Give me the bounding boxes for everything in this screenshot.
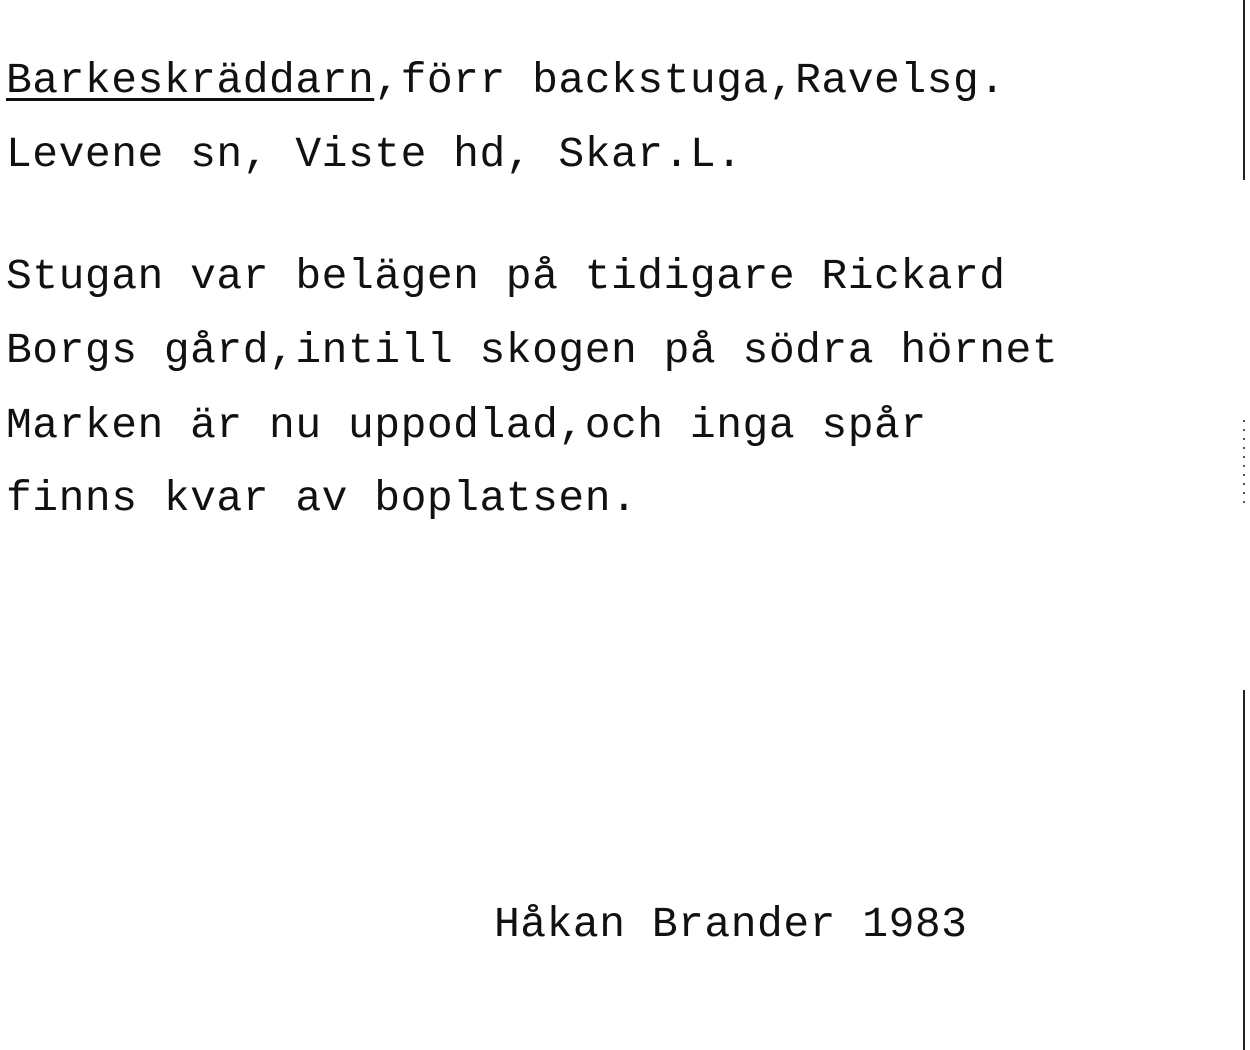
card-edge-line-lower xyxy=(1243,690,1245,1050)
body-line-3: Marken är nu uppodlad,och inga spår xyxy=(6,401,927,450)
body-line-4: finns kvar av boplatsen. xyxy=(6,474,638,523)
card-edge-line xyxy=(1243,0,1245,180)
card-heading xyxy=(6,56,1006,106)
heading-description: ,förr backstuga,Ravelsg. xyxy=(374,56,1006,105)
place-name: Barkeskräddarn xyxy=(6,56,375,105)
author-signature: Håkan Brander 1983 xyxy=(494,900,968,949)
card-edge-dots xyxy=(1243,420,1245,510)
body-line-1: Stugan var belägen på tidigare Rickard xyxy=(6,252,1006,301)
location-line: Levene sn, Viste hd, Skar.L. xyxy=(6,130,743,179)
body-line-2: Borgs gård,intill skogen på södra hörnet xyxy=(6,326,1059,375)
